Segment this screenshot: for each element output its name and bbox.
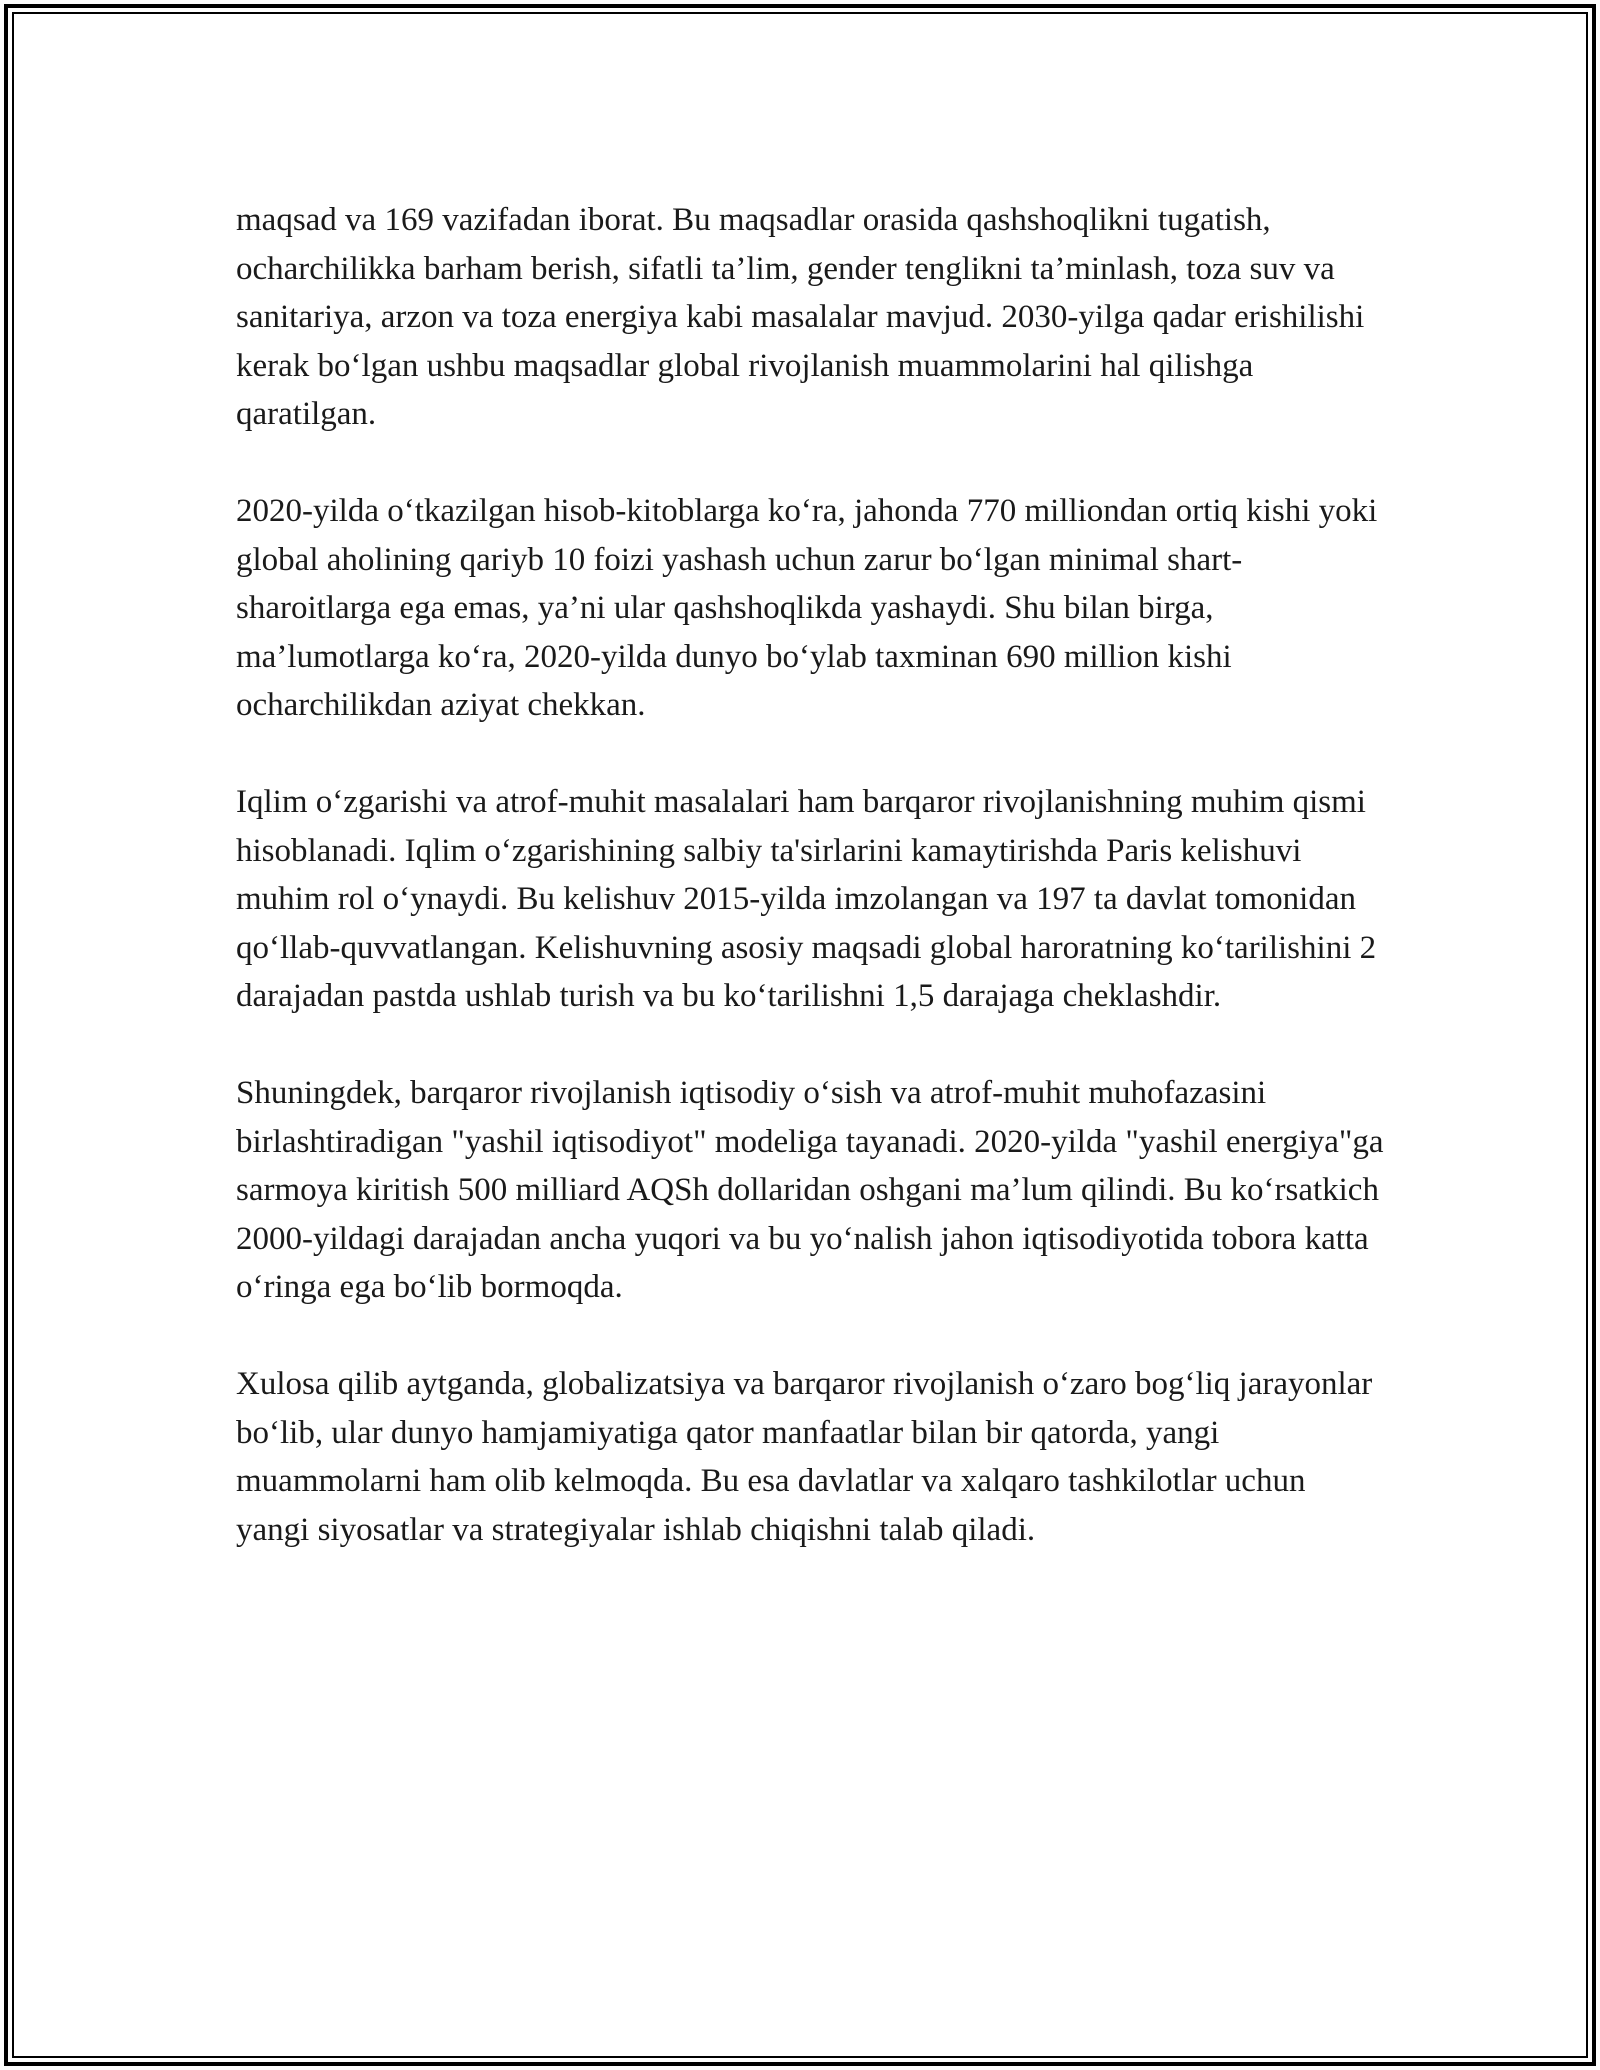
paragraph-conclusion: Xulosa qilib aytganda, globalizatsiya va barqaror rivojlanish o‘zaro bog‘liq jarayonlar bo‘lib, ular dunyo hamjamiyatiga qator manfaatlar bilan bir qatorda, yangi muammolarni ham olib kelmoqda. Bu esa davlatlar va xalqaro tashkilotlar uchun yangi siyosatlar va strategiyalar ishlab chiqishni talab qiladi.	[236, 1366, 1373, 1548]
paragraph-sdg-goals: maqsad va 169 vazifadan iborat. Bu maqsadlar orasida qashshoqlikni tugatish, ocharchilikka barham berish, sifatli ta’lim, gender tenglikni ta’minlash, toza suv va sanitariya, arzon va toza energiya kabi masalalar mavjud. 2030-yilga qadar erishilishi kerak bo‘lgan ushbu maqsadlar global rivojlanish muammolarini hal qilishga qaratilgan.	[236, 202, 1365, 432]
document-body	[236, 196, 1386, 1603]
page-border	[4, 4, 1596, 2066]
paragraph-climate-paris: Iqlim o‘zgarishi va atrof-muhit masalalari ham barqaror rivojlanishning muhim qismi hisoblanadi. Iqlim o‘zgarishining salbiy ta'sirlarini kamaytirishda Paris kelishuvi muhim rol o‘ynaydi. Bu kelishuv 2015-yilda imzolangan va 197 ta davlat tomonidan qo‘llab-quvvatlangan. Kelishuvning asosiy maqsadi global haroratning ko‘tarilishini 2 darajadan pastda ushlab turish va bu ko‘tarilishni 1,5 darajaga cheklashdir.	[236, 784, 1377, 1014]
paragraph-green-economy: Shuningdek, barqaror rivojlanish iqtisodiy o‘sish va atrof-muhit muhofazasini birlashtiradigan "yashil iqtisodiyot" modeliga tayanadi. 2020-yilda "yashil energiya"ga sarmoya kiritish 500 milliard AQSh dollaridan oshgani ma’lum qilindi. Bu ko‘rsatkich 2000-yildagi darajadan ancha yuqori va bu yo‘nalish jahon iqtisodiyotida tobora katta o‘ringa ega bo‘lib bormoqda.	[236, 1075, 1384, 1305]
paragraph-poverty-hunger: 2020-yilda o‘tkazilgan hisob-kitoblarga ko‘ra, jahonda 770 milliondan ortiq kishi yoki global aholining qariyb 10 foizi yashash uchun zarur bo‘lgan minimal shart-sharoitlarga ega emas, ya’ni ular qashshoqlikda yashaydi. Shu bilan birga, ma’lumotlarga ko‘ra, 2020-yilda dunyo bo‘ylab taxminan 690 million kishi ocharchilikdan aziyat chekkan.	[236, 493, 1378, 723]
